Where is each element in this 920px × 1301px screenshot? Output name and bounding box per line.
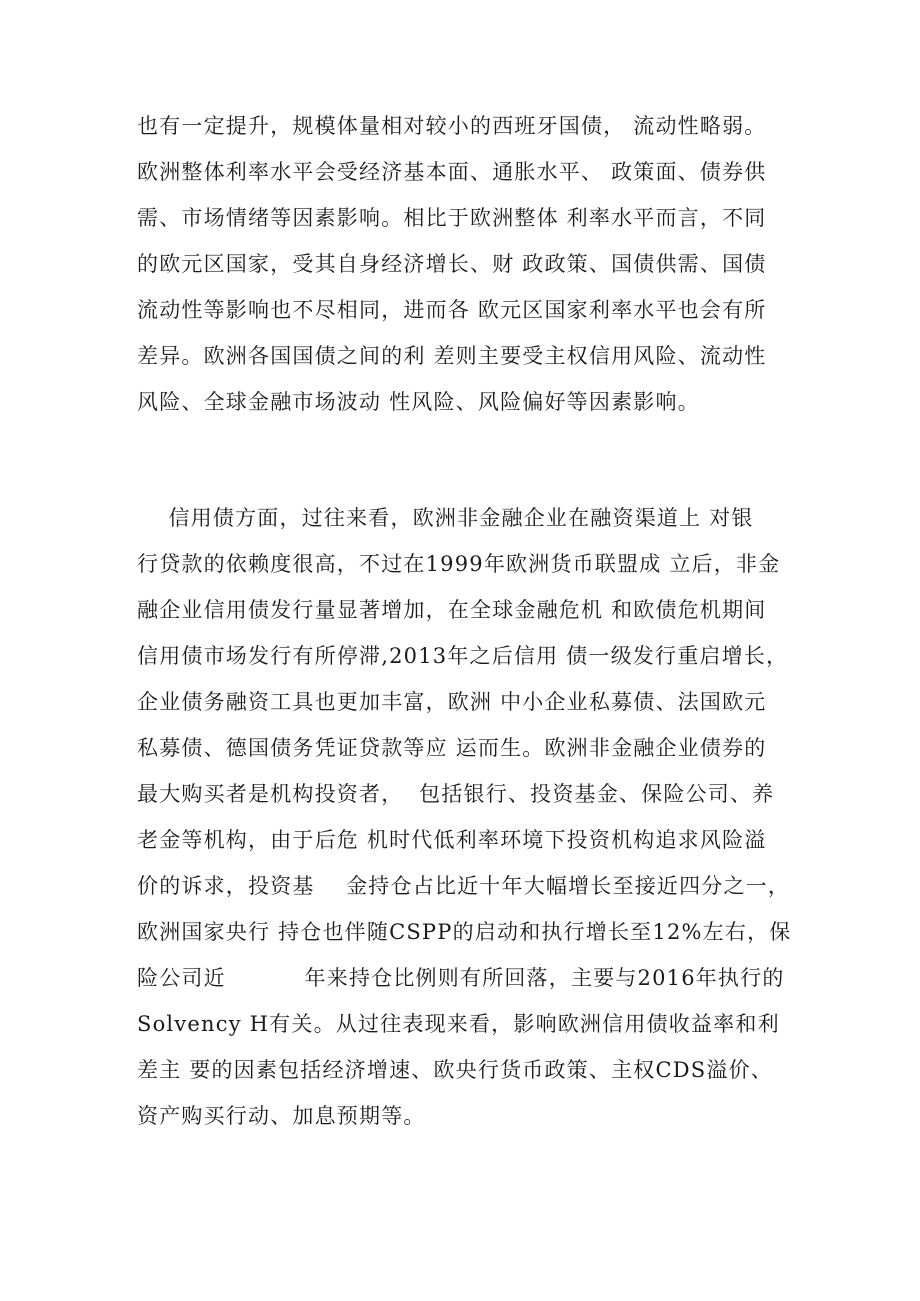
- paragraph-1-line: 也有一定提升，规模体量相对较小的西班牙国债， 流动性略弱。: [137, 114, 767, 138]
- paragraph-2-line: 资产购买行动、加息预期等。: [137, 1104, 426, 1128]
- paragraph-1-line: 欧洲整体利率水平会受经济基本面、通胀水平、 政策面、债券供: [137, 160, 767, 184]
- paragraph-2-line: 信用债方面，过往来看，欧洲非金融企业在融资渠道上 对银: [137, 506, 754, 530]
- paragraph-2-line: 价的诉求，投资基 金持仓占比近十年大幅增长至接近四分之一，: [137, 874, 791, 898]
- paragraph-1-line: 差异。欧洲各国国债之间的利 差则主要受主权信用风险、流动性: [137, 344, 767, 368]
- paragraph-2-line: 融企业信用债发行量显著增加，在全球金融危机 和欧债危机期间: [137, 598, 767, 622]
- paragraph-1-line: 的欧元区国家，受其自身经济增长、财 政政策、国债供需、国债: [137, 252, 767, 276]
- paragraph-2-line: 信用债市场发行有所停滞,2013年之后信用 债一级发行重启增长，: [137, 644, 789, 668]
- paragraph-1-line: 流动性等影响也不尽相同，进而各 欧元区国家利率水平也会有所: [137, 298, 767, 322]
- paragraph-2-line: 欧洲国家央行 持仓也伴随CSPP的启动和执行增长至12%左右，保: [137, 920, 792, 944]
- paragraph-1-line: 需、市场情绪等因素影响。相比于欧洲整体 利率水平而言，不同: [137, 206, 767, 230]
- paragraph-2-line: Solvency H有关。从过往表现来看，影响欧洲信用债收益率和利: [137, 1012, 780, 1036]
- paragraph-2-line: 企业债务融资工具也更加丰富，欧洲 中小企业私募债、法国欧元: [137, 690, 767, 714]
- paragraph-1-line: 风险、全球金融市场波动 性风险、风险偏好等因素影响。: [137, 390, 700, 414]
- paragraph-2-line: 老金等机构，由于后危 机时代低利率环境下投资机构追求风险溢: [137, 828, 767, 852]
- paragraph-2-line: 险公司近 年来持仓比例则有所回落，主要与2016年执行的: [137, 966, 785, 990]
- paragraph-2-line: 行贷款的依赖度很高，不过在1999年欧洲货币联盟成 立后，非金: [137, 552, 781, 576]
- paragraph-2-line: 差主 要的因素包括经济增速、欧央行货币政策、主权CDS溢价、: [137, 1058, 773, 1082]
- paragraph-2-line: 最大购买者是机构投资者， 包括银行、投资基金、保险公司、养: [137, 782, 775, 806]
- paragraph-2-line: 私募债、德国债务凭证贷款等应 运而生。欧洲非金融企业债券的: [137, 736, 767, 760]
